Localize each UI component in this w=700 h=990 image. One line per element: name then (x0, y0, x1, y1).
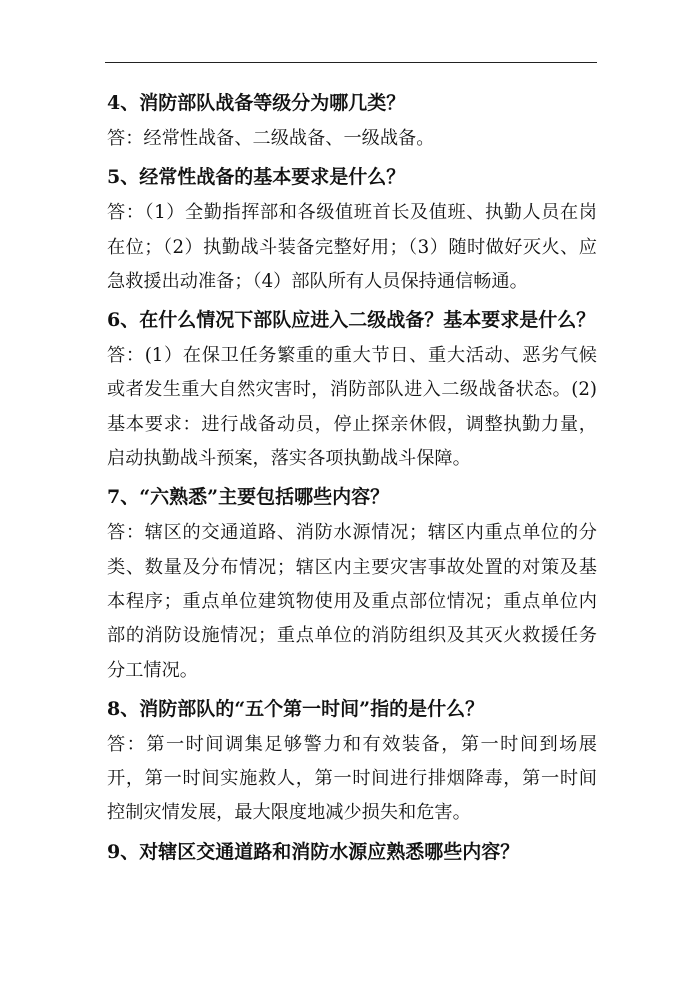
header-rule (105, 62, 597, 63)
question-8: 8、消防部队的“五个第一时间”指的是什么？ (107, 697, 485, 720)
question-9: 9、对辖区交通道路和消防水源应熟悉哪些内容？ (107, 840, 520, 863)
question-5: 5、经常性战备的基本要求是什么？ (107, 166, 406, 189)
qa-document (107, 86, 597, 871)
answer-6: 答：(1）在保卫任务繁重的重大节日、重大活动、恶劣气候或者发生重大自然灾害时，消防部队进入二级战备状态。(2)基本要求：进行战备动员，停止探亲休假，调整执勤力量，启动执勤战斗预案，落实各项执勤战斗保障。 (107, 345, 597, 470)
question-4: 4、消防部队战备等级分为哪几类？ (107, 92, 406, 114)
answer-4: 答：经常性战备、二级战备、一级战备。 (107, 128, 435, 149)
question-7: 7、“六熟悉”主要包括哪些内容？ (107, 486, 390, 509)
answer-8: 答：第一时间调集足够警力和有效装备，第一时间到场展开，第一时间实施救人，第一时间进行排烟降毒，第一时间控制灾情发展，最大限度地减少损失和危害。 (107, 733, 597, 824)
question-6: 6、在什么情况下部队应进入二级战备？基本要求是什么？ (107, 309, 596, 332)
answer-5: 答：（1）全勤指挥部和各级值班首长及值班、执勤人员在岗在位；（2）执勤战斗装备完整好用；（3）随时做好灭火、应急救援出动准备；（4）部队所有人员保持通信畅通。 (107, 202, 597, 292)
answer-7: 答：辖区的交通道路、消防水源情况；辖区内重点单位的分类、数量及分布情况；辖区内主要灾害事故处置的对策及基本程序；重点单位建筑物使用及重点部位情况；重点单位内部的消防设施情况；重点单位的消防组织及其灭火救援任务分工情况。 (107, 522, 597, 681)
